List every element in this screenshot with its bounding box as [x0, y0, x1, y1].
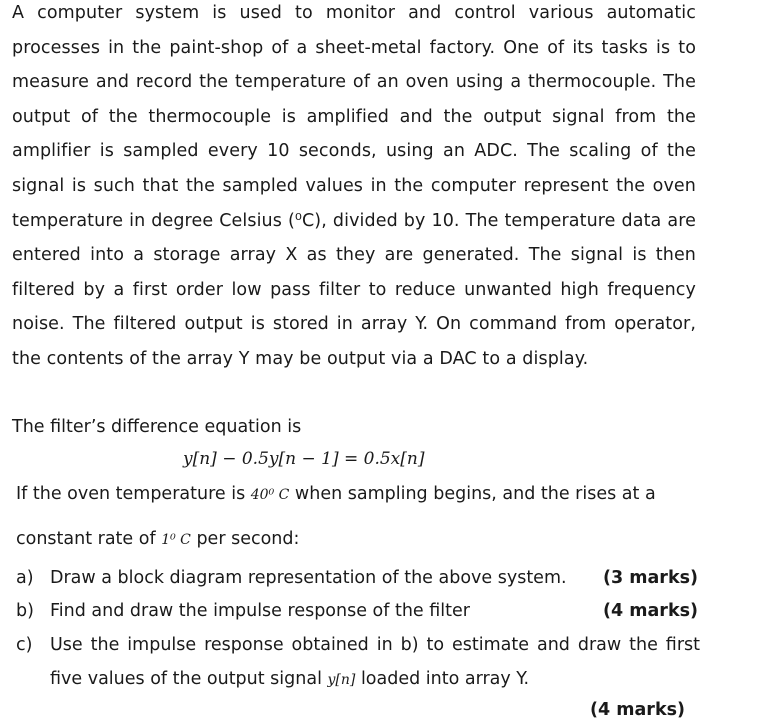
output-signal-symbol: y[n]: [327, 672, 356, 688]
question-c-text-before: Use the impulse response obtained in b) to estimate and draw the first five values of the output signal: [50, 635, 700, 689]
temperature-rate: 1⁰ C: [161, 532, 191, 548]
question-c-text: [50, 628, 700, 697]
question-a-text: Draw a block diagram representation of the above system.: [50, 568, 567, 588]
question-intro-line-1: [16, 484, 656, 504]
rate-prefix: constant rate of: [16, 529, 162, 549]
question-c-label: c): [16, 635, 33, 655]
problem-passage: A computer system is used to monitor and control various automatic processes in the paint-shop of a sheet-metal factory. One of its tasks is to measure and record the temperature of an oven using a thermocouple. The output of the thermocouple is amplified and the output signal from the amplifier is sampled every 10 seconds, using an ADC. The scaling of the signal is such that the sampled values in the computer represent the oven temperature in degree Celsius (⁰C), divided by 10. The temperature data are entered into a storage array X as they are generated. The signal is then filtered by a first order low pass filter to reduce unwanted high frequency noise. The filtered output is stored in array Y. On command from operator, the contents of the array Y may be output via a DAC to a display.: [12, 3, 696, 369]
question-c: [16, 628, 700, 698]
rate-suffix: per second:: [190, 529, 300, 549]
cut-off-marks: (4 marks): [590, 700, 685, 720]
difference-equation: y[n] − 0.5y[n − 1] = 0.5x[n]: [183, 449, 425, 469]
question-intro-line-2: [16, 529, 299, 549]
question-intro-prefix: If the oven temperature is: [16, 484, 251, 504]
question-b-label: b): [16, 601, 34, 621]
start-temperature: 40⁰ C: [250, 487, 290, 503]
question-intro-suffix: when sampling begins, and the rises at a: [289, 484, 656, 504]
question-a-marks: (3 marks): [603, 568, 698, 588]
question-a-label: a): [16, 568, 34, 588]
question-b-text: Find and draw the impulse response of the filter: [50, 601, 470, 621]
question-c-text-after: loaded into array Y.: [355, 669, 530, 689]
question-a: [16, 561, 700, 595]
question-b: [16, 594, 700, 628]
question-b-marks: (4 marks): [603, 601, 698, 621]
filter-intro-text: The filter’s difference equation is: [12, 417, 302, 437]
